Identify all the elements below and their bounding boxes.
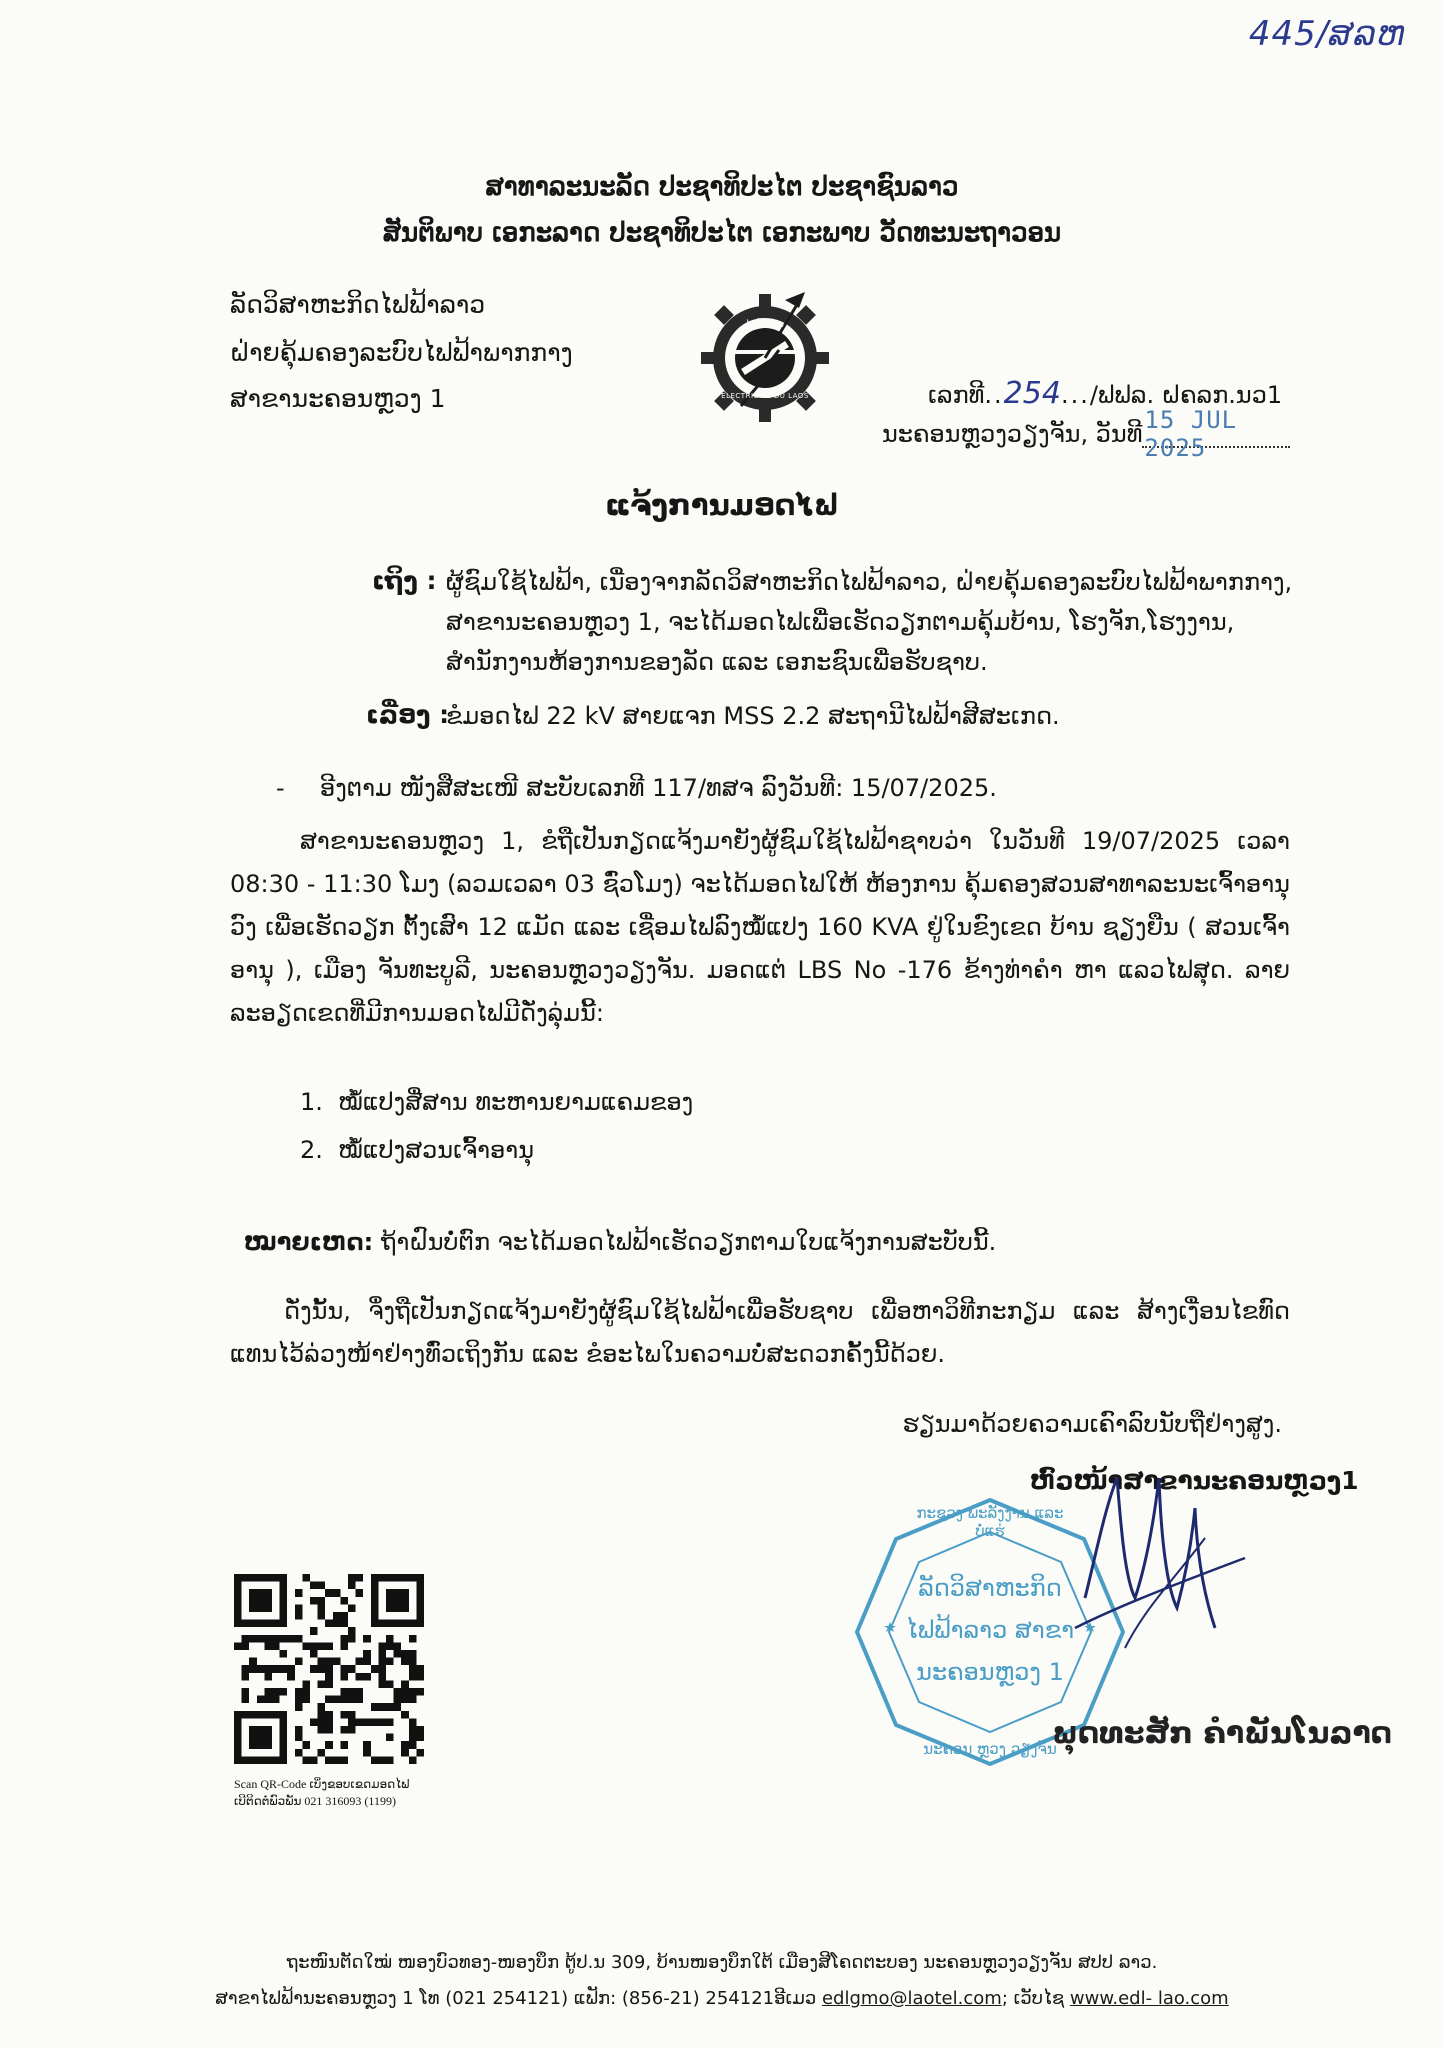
edl-logo: [695, 286, 835, 426]
footer-contacts: [0, 1988, 1444, 2009]
qr-caption-line-2: ເບີຕິດຕໍ່ພົວພັນ 021 316093 (1199): [234, 1794, 396, 1808]
to-line-2: ສາຂານະຄອນຫຼວງ 1, ຈະໄດ້ມອດໄຟເພື່ອເຮັດວຽກຕາມຄຸ້ມບ້ານ, ໂຮງຈັກ,ໂຮງງານ,: [446, 608, 1235, 636]
handwritten-registration-number: 445/ສລຫ: [1248, 14, 1406, 54]
stamp-line-1: ລັດວິສາຫະກິດ: [918, 1574, 1062, 1602]
logo-top-text: ໄຟຟ້າລາວ: [745, 320, 785, 330]
stamp-line-3: ນະຄອນຫຼວງ 1: [916, 1658, 1064, 1686]
place-date-label: ນະຄອນຫຼວງວຽງຈັນ, ວັນທີ: [882, 420, 1143, 448]
org-line-1: ລັດວິສາຫະກິດໄຟຟ້າລາວ: [230, 290, 486, 319]
list-item: 1. ໝໍ້ແປງສື່ສານ ທະຫານຍາມແຄມຂອງ: [300, 1088, 694, 1116]
reference-number-label: ເລກທີ: [928, 381, 985, 409]
remark-label: ໝາຍເຫດ:: [244, 1228, 374, 1256]
to-line-1: ຜູ້ຊົມໃຊ້ໄຟຟ້າ, ເນື່ອງຈາກລັດວິສາຫະກິດໄຟຟ້າລາວ, ຝ່າຍຄຸ້ມຄອງລະບົບໄຟຟ້າພາກກາງ,: [446, 568, 1293, 596]
areas-list: [300, 1078, 693, 1174]
remark-line: [244, 1222, 996, 1262]
reference-note-bullet: -: [276, 774, 285, 802]
to-text: [446, 562, 1296, 682]
regards-line: ຮຽນມາດ້ວຍຄວາມເຄົາລົບນັບຖືຢ່າງສູງ.: [902, 1410, 1282, 1438]
subject-text: ຂໍມອດໄຟ 22 kV ສາຍແຈກ MSS 2.2 ສະຖານີໄຟຟ້າສີສະເກດ.: [446, 702, 1060, 730]
reference-number-line: ເລກທີ..254.../ຟຟລ. ຝຄລກ.ນວ1: [928, 376, 1283, 411]
remark-text: ຖ້າຝົນບໍ່ຕົກ ຈະໄດ້ມອດໄຟຟ້າເຮັດວຽກຕາມໃບແຈ້ງການສະບັບນີ້.: [380, 1228, 997, 1256]
qr-code[interactable]: [234, 1574, 424, 1764]
stamp-outer-top: ກະຊວງ ພະລັງງານ ແລະ ບໍ່ແຮ່: [916, 1504, 1064, 1540]
qr-caption: [234, 1776, 409, 1810]
qr-caption-line-1: Scan QR-Code ເບິ່ງຂອບເຂດມອດໄຟ: [234, 1777, 410, 1791]
logo-ring-text: ELECTRICITE DU LAOS: [721, 392, 809, 400]
footer-email-link[interactable]: edlgmo@laotel.com: [821, 1988, 1002, 2009]
closing-paragraph: ດັ່ງນັ້ນ, ຈຶ່ງຖືເປັນກຽດແຈ້ງມາຍັງຜູ້ຊົມໃຊ້ໄຟຟ້າເພື່ອຮັບຊາບ ເພື່ອຫາວິທີກະກຽມ ແລະ ສ້າງເງື່ອນໄຂທົດແທນໄວ້ລ່ວງໜ້າຢ່າງທົ່ວເຖິງກັນ ແລະ ຂໍອະໄພໃນຄວາມບໍ່ສະດວກຄັ້ງນີ້ດ້ວຍ.: [230, 1297, 1290, 1368]
national-header-line-1: ສາທາລະນະລັດ ປະຊາທິປະໄຕ ປະຊາຊົນລາວ: [485, 172, 959, 202]
footer-website-link[interactable]: www.edl- lao.com: [1069, 1988, 1229, 2009]
footer-address: ຖະໜົນຕັດໃໝ່ ໜອງບົວທອງ-ໜອງບຶກ ຕູ້ປ.ນ 309, ບ້ານໜອງບຶກໃຕ້ ເມືອງສີໂຄດຕະບອງ ນະຄອນຫຼວງວຽງຈັນ ສປປ ລາວ.: [286, 1952, 1158, 1973]
stamp-outer-bottom: ນະຄອນ ຫຼວງ ວຽງຈັນ: [923, 1740, 1057, 1758]
place-date-line: [882, 406, 1290, 462]
national-header-line-2: ສັນຕິພາບ ເອກະລາດ ປະຊາທິປະໄຕ ເອກະພາບ ວັດທະນະຖາວອນ: [382, 218, 1062, 248]
reference-note: ອີງຕາມ ໜັງສືສະເໜີ ສະບັບເລກທີ 117/ທສຈ ລົງວັນທີ: 15/07/2025.: [320, 774, 997, 802]
document-title: ແຈ້ງການມອດໄຟ: [605, 488, 839, 522]
stamp-line-2: ໄຟຟ້າລາວ ສາຂາ: [905, 1616, 1075, 1644]
reference-number-value: 254: [1003, 376, 1061, 411]
subject-label: ເລື່ອງ :: [366, 700, 450, 729]
signer-name: ພຸດທະສັກ ຄຳພັນໂນລາດ: [1052, 1716, 1392, 1751]
date-stamp: 15 JUL 2025: [1144, 406, 1238, 462]
list-item: 2. ໝໍ້ແປງສວນເຈົ້າອານຸ: [300, 1136, 535, 1164]
reference-number-suffix: /ຟຟລ. ຝຄລກ.ນວ1: [1089, 381, 1283, 409]
org-line-3: ສາຂານະຄອນຫຼວງ 1: [230, 384, 446, 413]
signatory-title: ຫົວໜ້າສາຂານະຄອນຫຼວງ1: [1030, 1466, 1359, 1495]
footer-website-label: ; ເວັບໄຊ: [1001, 1988, 1065, 2009]
body-paragraph: ສາຂານະຄອນຫຼວງ 1, ຂໍຖືເປັນກຽດແຈ້ງມາຍັງຜູ້ຊົມໃຊ້ໄຟຟ້າຊາບວ່າ ໃນວັນທີ 19/07/2025 ເວລາ 08:30 - 11:30 ໂມງ (ລວມເວລາ 03 ຊົ່ວໂມງ) ຈະໄດ້ມອດໄຟໃຫ້ ຫ້ອງການ ຄຸ້ມຄອງສວນສາທາລະນະເຈົ້າອານຸວົງ ເພື່ອເຮັດວຽກ ຕັ້ງເສົາ 12 ແມັດ ແລະ ເຊື່ອມໄຟລົງໝໍ້ແປງ 160 KVA ຢູ່ໃນຂົງເຂດ ບ້ານ ຊຽງຍືນ ( ສວນເຈົ້າອານຸ ), ເມືອງ ຈັນທະບູລີ, ນະຄອນຫຼວງວຽງຈັນ. ມອດແຕ່ LBS No -176 ຂ້າງທ່າຄຳ ຫາ ແລວໄຟສຸດ. ລາຍລະອຽດເຂດທີ່ມີການມອດໄຟມີດັ່ງລຸ່ມນີ້:: [230, 827, 1290, 1027]
org-line-2: ຝ່າຍຄຸ້ມຄອງລະບົບໄຟຟ້າພາກກາງ: [230, 338, 573, 367]
footer-phone-fax: ສາຂາໄຟຟ້ານະຄອນຫຼວງ 1 ໂທ (021 254121) ແຟັກ: (856-21) 254121ອີເມວ: [215, 1988, 817, 2009]
to-label: ເຖິງ :: [372, 566, 437, 595]
to-line-3: ສຳນັກງານຫ້ອງການຂອງລັດ ແລະ ເອກະຊົນເພື່ອຮັບຊາບ.: [446, 648, 988, 676]
handwritten-signature: [1055, 1438, 1275, 1688]
